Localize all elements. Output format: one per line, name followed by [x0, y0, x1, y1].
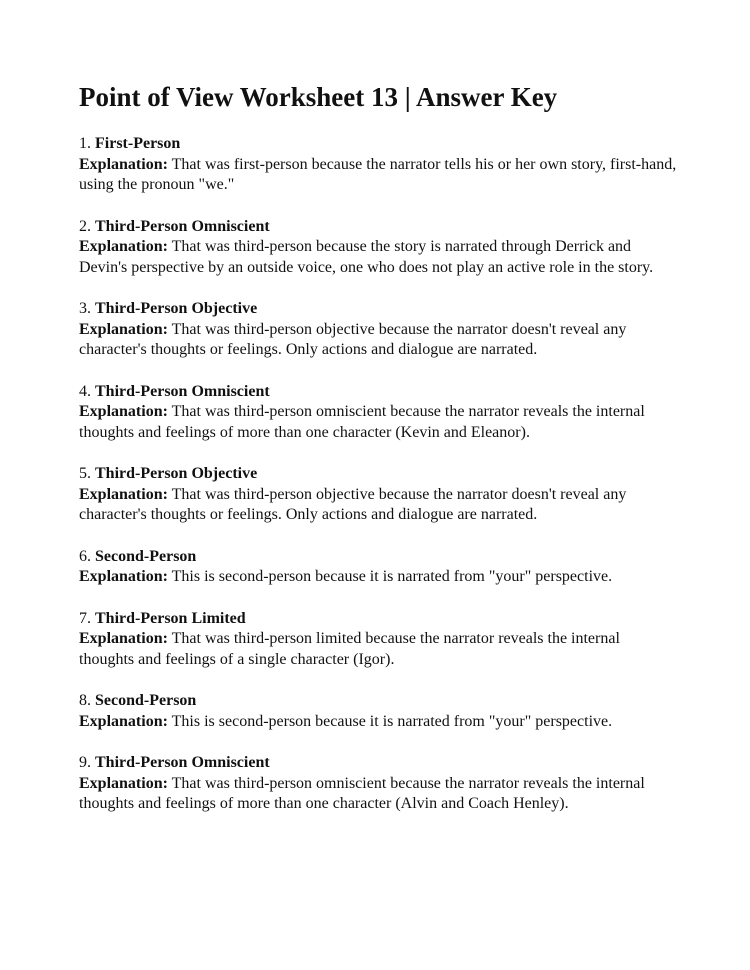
answer-heading: [79, 134, 679, 155]
explanation-text: That was third-person because the story is narrated through Derrick and Devin's perspective by an outside voice, one who does not play an active role in the story.: [79, 238, 654, 276]
answer-type: Third-Person Objective: [95, 465, 258, 482]
answer-type: First-Person: [95, 135, 181, 152]
explanation-label: Explanation:: [79, 568, 168, 585]
answer-explanation: [79, 567, 679, 588]
explanation-label: Explanation:: [79, 774, 168, 792]
explanation-label: Explanation:: [79, 630, 168, 647]
answer-number: 7.: [79, 609, 91, 627]
answer-item: [79, 547, 679, 588]
answer-type: Third-Person Objective: [95, 300, 258, 317]
answer-explanation: [79, 155, 679, 196]
answer-item: [79, 382, 679, 444]
answer-explanation: [79, 629, 679, 670]
explanation-label: Explanation:: [79, 712, 168, 730]
answer-heading: [79, 217, 679, 238]
answer-number: 9.: [79, 754, 91, 771]
answer-heading: [79, 299, 679, 320]
explanation-text: That was third-person omniscient because the narrator reveals the internal thoughts and feelings of more than one character (Alvin and Coach Henley).: [79, 774, 645, 812]
answer-heading: [79, 382, 679, 403]
answer-explanation: [79, 774, 679, 815]
explanation-text: That was third-person objective because the narrator doesn't reveal any character's thoughts or feelings. Only actions and dialogue are narrated.: [79, 485, 627, 523]
answer-heading: [79, 464, 679, 485]
explanation-label: Explanation:: [79, 403, 168, 420]
answer-number: 2.: [79, 217, 91, 235]
explanation-text: That was third-person objective because the narrator doesn't reveal any character's thoughts or feelings. Only actions and dialogue are narrated.: [79, 320, 627, 358]
answer-item: [79, 217, 679, 279]
answer-number: 8.: [79, 692, 91, 709]
answer-heading: [79, 691, 679, 712]
explanation-label: Explanation:: [79, 155, 168, 173]
page-title: Point of View Worksheet 13 | Answer Key: [79, 82, 558, 112]
answer-item: [79, 609, 679, 671]
answer-explanation: [79, 237, 679, 278]
answer-type: Third-Person Omniscient: [95, 217, 270, 235]
answer-explanation: [79, 320, 679, 361]
explanation-label: Explanation:: [79, 238, 168, 255]
answer-type: Second-Person: [95, 547, 197, 565]
answer-list: [79, 134, 679, 836]
explanation-text: This is second-person because it is narrated from "your" perspective.: [171, 568, 613, 585]
answer-type: Third-Person Omniscient: [95, 754, 270, 771]
answer-item: [79, 464, 679, 526]
answer-explanation: [79, 485, 679, 526]
explanation-text: That was first-person because the narrator tells his or her own story, first-hand, using the pronoun "we.": [79, 155, 677, 193]
explanation-label: Explanation:: [79, 320, 168, 338]
answer-item: [79, 299, 679, 361]
explanation-text: That was third-person omniscient because the narrator reveals the internal thoughts and feelings of more than one character (Kevin and Eleanor).: [79, 403, 645, 441]
answer-explanation: [79, 712, 679, 733]
answer-item: [79, 753, 679, 815]
answer-number: 6.: [79, 547, 91, 565]
answer-number: 5.: [79, 465, 91, 482]
answer-item: [79, 691, 679, 732]
answer-item: [79, 134, 679, 196]
answer-type: Third-Person Omniscient: [95, 382, 270, 400]
explanation-text: This is second-person because it is narrated from "your" perspective.: [171, 712, 613, 730]
answer-explanation: [79, 402, 679, 443]
answer-type: Second-Person: [95, 692, 197, 709]
answer-number: 1.: [79, 135, 91, 152]
answer-heading: [79, 609, 679, 630]
answer-number: 3.: [79, 300, 91, 317]
answer-heading: [79, 547, 679, 568]
explanation-label: Explanation:: [79, 485, 168, 503]
explanation-text: That was third-person limited because the narrator reveals the internal thoughts and feelings of a single character (Igor).: [79, 630, 620, 668]
answer-number: 4.: [79, 382, 91, 400]
answer-type: Third-Person Limited: [95, 609, 246, 627]
answer-heading: [79, 753, 679, 774]
